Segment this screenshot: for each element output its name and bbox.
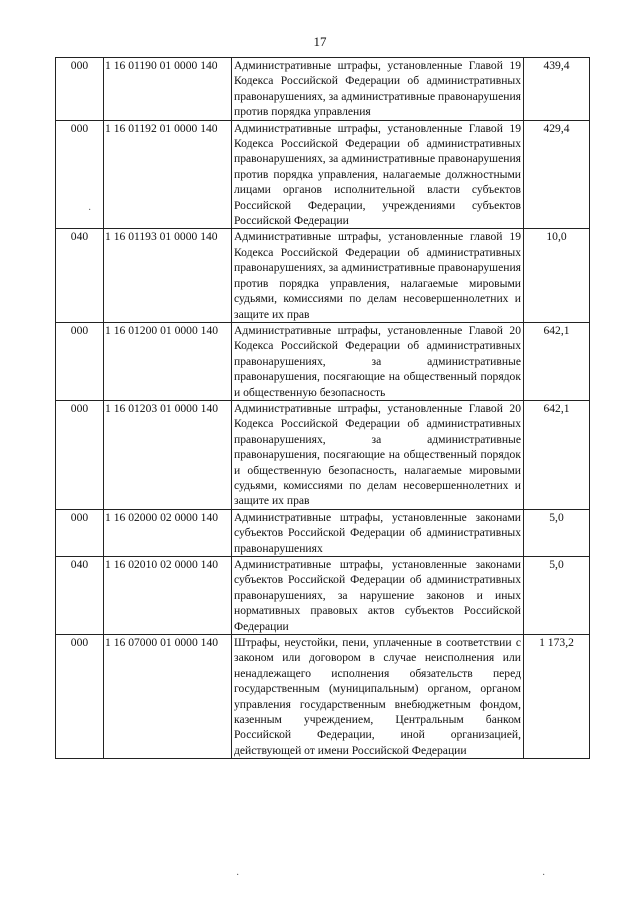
kbk-code-cell: 1 16 01203 01 0000 140 [104,400,232,509]
table-row [56,229,590,322]
revenue-table-body [56,58,590,759]
amount-cell: 10,0 [524,229,590,322]
table-row [56,58,590,121]
admin-code-cell: 000 [56,322,104,400]
table-row [56,400,590,509]
description-cell: Административные штрафы, установленные главой 19 Кодекса Российской Федерации об административных правонарушениях, за административные правонарушения против порядка управления, налагаемые мировыми судьями, комиссиями по делам несовершеннолетних и защите их прав [232,229,524,322]
description-cell: Административные штрафы, установленные Главой 20 Кодекса Российской Федерации об административных правонарушениях, за административные правонарушения, посягающие на общественный порядок и общественную безопасность [232,322,524,400]
description-cell: Административные штрафы, установленные законами субъектов Российской Федерации об административных правонарушениях, за нарушение законов и иных нормативных правовых актов субъектов Российской Федерации [232,557,524,635]
table-row [56,120,590,229]
description-cell: Административные штрафы, установленные Главой 19 Кодекса Российской Федерации об административных правонарушениях, за административные правонарушения против порядка управления [232,58,524,121]
admin-code-cell: 000 [56,120,104,229]
admin-code-cell: 040 [56,557,104,635]
table-row [56,635,590,759]
revenue-table [55,57,590,759]
kbk-code-cell: 1 16 01200 01 0000 140 [104,322,232,400]
scan-speck: · [88,205,92,216]
amount-cell: 429,4 [524,120,590,229]
kbk-code-cell: 1 16 02000 02 0000 140 [104,509,232,556]
admin-code-cell: 000 [56,58,104,121]
description-cell: Административные штрафы, установленные Главой 20 Кодекса Российской Федерации об административных правонарушениях, за административные правонарушения, посягающие на общественный порядок и общественную безопасность, налагаемые мировыми судьями, комиссиями по делам несовершеннолетних и защите их прав [232,400,524,509]
description-cell: Административные штрафы, установленные законами субъектов Российской Федерации об административных правонарушениях [232,509,524,556]
description-cell: Штрафы, неустойки, пени, уплаченные в соответствии с законом или договором в случае неисполнения или ненадлежащего исполнения обязательств перед государственным (муниципальным) органом, органом управления государственным внебюджетным фондом, казенным учреждением, Центральным банком Российской Федерации, иной организацией, действующей от имени Российской Федерации [232,635,524,759]
admin-code-cell: 040 [56,229,104,322]
table-row [56,557,590,635]
description-cell: Административные штрафы, установленные Главой 19 Кодекса Российской Федерации об административных правонарушениях, за административные правонарушения против порядка управления, налагаемые должностными лицами органов исполнительной власти субъектов Российской Федерации, учреждениями субъектов Российской Федерации [232,120,524,229]
amount-cell: 642,1 [524,400,590,509]
table-row [56,509,590,556]
admin-code-cell: 000 [56,509,104,556]
scan-speck: · [542,870,546,881]
amount-cell: 642,1 [524,322,590,400]
kbk-code-cell: 1 16 01190 01 0000 140 [104,58,232,121]
amount-cell: 5,0 [524,509,590,556]
scan-speck: · [236,870,240,881]
kbk-code-cell: 1 16 01192 01 0000 140 [104,120,232,229]
amount-cell: 1 173,2 [524,635,590,759]
amount-cell: 439,4 [524,58,590,121]
kbk-code-cell: 1 16 07000 01 0000 140 [104,635,232,759]
kbk-code-cell: 1 16 01193 01 0000 140 [104,229,232,322]
table-row [56,322,590,400]
amount-cell: 5,0 [524,557,590,635]
kbk-code-cell: 1 16 02010 02 0000 140 [104,557,232,635]
admin-code-cell: 000 [56,635,104,759]
page-number: 17 [313,34,327,49]
admin-code-cell: 000 [56,400,104,509]
